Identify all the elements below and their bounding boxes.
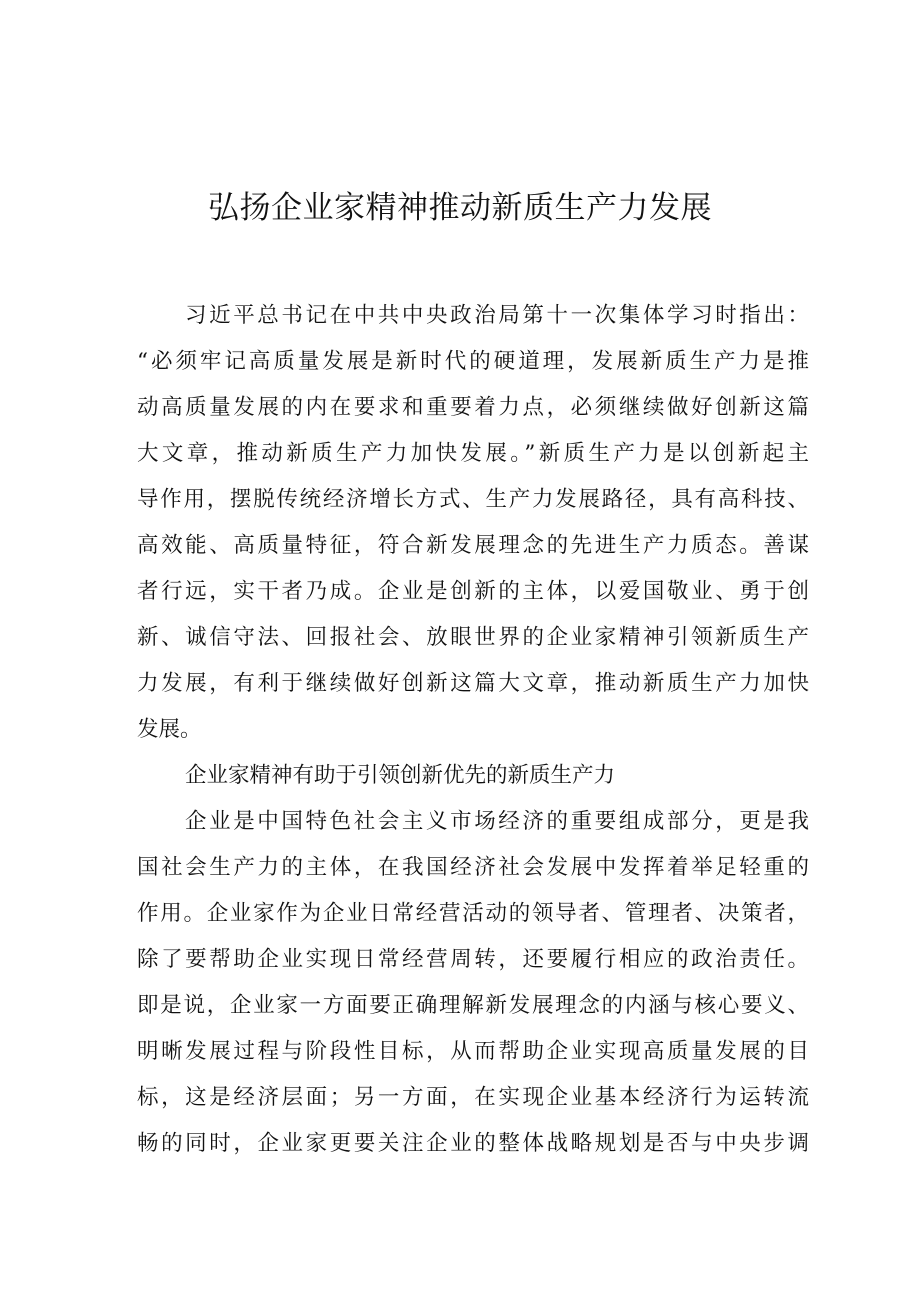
paragraph-line: 高效能、高质量特征，符合新发展理念的先进生产力质态。善谋 bbox=[137, 533, 809, 558]
section-heading: 企业家精神有助于引领创新优先的新质生产力 bbox=[185, 763, 616, 788]
paragraph-line: 明晰发展过程与阶段性目标，从而帮助企业实现高质量发展的目 bbox=[137, 1039, 809, 1064]
paragraph-line: 导作用，摆脱传统经济增长方式、生产力发展路径，具有高科技、 bbox=[137, 487, 809, 512]
paragraph-line: 力发展，有利于继续做好创新这篇大文章，推动新质生产力加快 bbox=[137, 671, 809, 696]
paragraph-line: 国社会生产力的主体，在我国经济社会发展中发挥着举足轻重的 bbox=[137, 855, 809, 880]
paragraph-line: 即是说，企业家一方面要正确理解新发展理念的内涵与核心要义、 bbox=[137, 993, 809, 1018]
paragraph-line: 习近平总书记在中共中央政治局第十一次集体学习时指出： bbox=[185, 303, 809, 328]
paragraph-line: 发展。 bbox=[137, 717, 202, 742]
paragraph-line: 标，这是经济层面；另一方面，在实现企业基本经济行为运转流 bbox=[137, 1085, 809, 1110]
paragraph-line: 大文章，推动新质生产力加快发展。”新质生产力是以创新起主 bbox=[137, 441, 809, 466]
paragraph-line: 畅的同时，企业家更要关注企业的整体战略规划是否与中央步调 bbox=[137, 1131, 809, 1156]
paragraph-line: 作用。企业家作为企业日常经营活动的领导者、管理者、决策者， bbox=[137, 901, 809, 926]
paragraph-line: 者行远，实干者乃成。企业是创新的主体，以爱国敬业、勇于创 bbox=[137, 579, 809, 604]
paragraph-line: 除了要帮助企业实现日常经营周转，还要履行相应的政治责任。 bbox=[137, 947, 809, 972]
document-title: 弘扬企业家精神推动新质生产力发展 bbox=[208, 190, 712, 226]
document-body bbox=[137, 293, 809, 1167]
paragraph-line: 企业是中国特色社会主义市场经济的重要组成部分，更是我 bbox=[185, 809, 809, 834]
paragraph-line: “必须牢记高质量发展是新时代的硬道理，发展新质生产力是推 bbox=[137, 349, 809, 374]
paragraph-line: 动高质量发展的内在要求和重要着力点，必须继续做好创新这篇 bbox=[137, 395, 809, 420]
paragraph-line: 新、诚信守法、回报社会、放眼世界的企业家精神引领新质生产 bbox=[137, 625, 809, 650]
